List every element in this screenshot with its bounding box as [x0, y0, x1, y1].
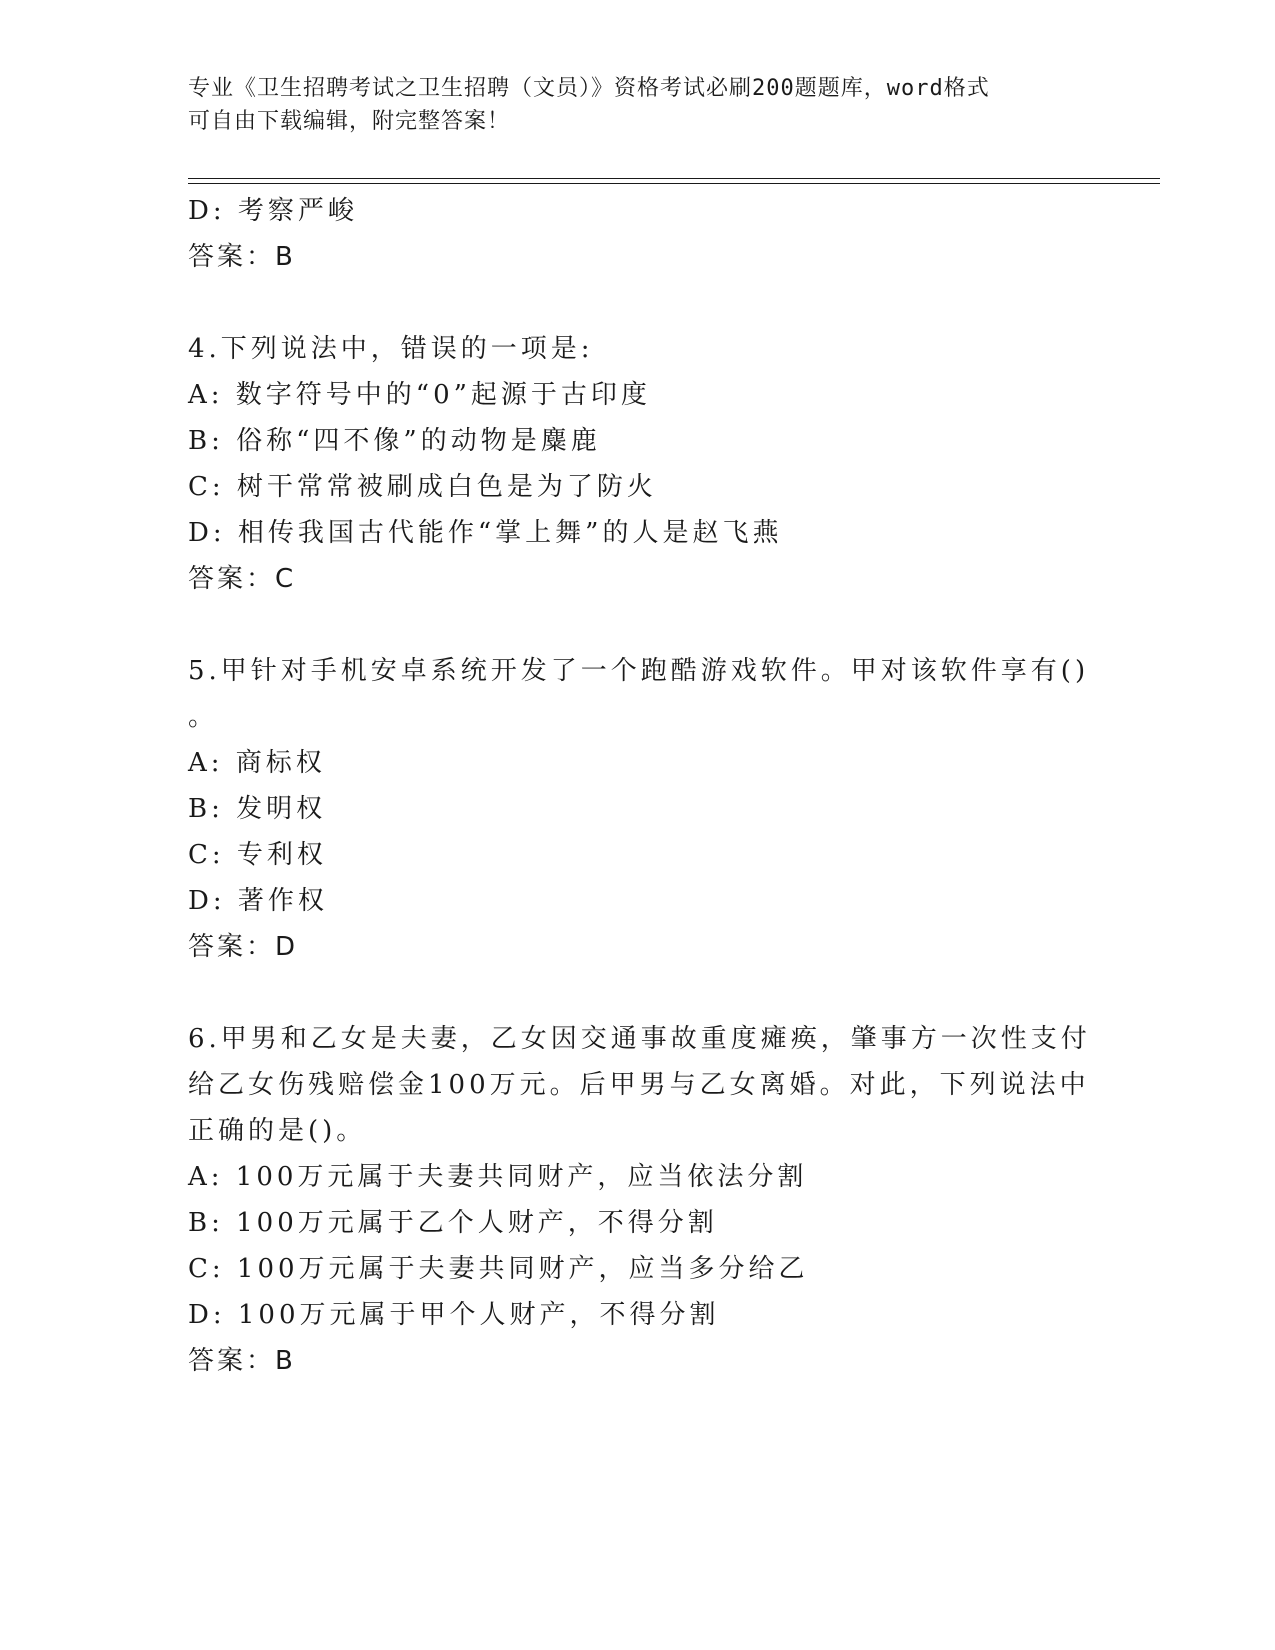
q6-question-line-2: 给乙女伤残赔偿金100万元。后甲男与乙女离婚。对此，下列说法中: [188, 1070, 1090, 1100]
q5-question-line-1: 5.甲针对手机安卓系统开发了一个跑酷游戏软件。甲对该软件享有(): [188, 656, 1090, 686]
q3-answer: 答案：B: [188, 242, 296, 272]
header-divider-bottom: [188, 183, 1160, 184]
q6-option-c: C: 100万元属于夫妻共同财产，应当多分给乙: [188, 1254, 809, 1284]
q5-option-a: A: 商标权: [188, 748, 326, 778]
q4-option-d: D: 相传我国古代能作“掌上舞”的人是赵飞燕: [188, 518, 783, 548]
spacer: [188, 602, 1088, 648]
q4-option-a: A: 数字符号中的“0”起源于古印度: [188, 380, 651, 410]
q5-answer: 答案：D: [188, 932, 299, 962]
header-line-2: 可自由下载编辑，附完整答案！: [188, 109, 511, 134]
spacer: [188, 280, 1088, 326]
header-divider-top: [188, 178, 1160, 179]
q5-option-d: D: 著作权: [188, 886, 328, 916]
q4-question: 4.下列说法中，错误的一项是:: [188, 334, 594, 364]
document-header: [188, 72, 1068, 138]
question-list: [188, 188, 1091, 1384]
q6-answer: 答案：B: [188, 1346, 296, 1376]
q4-option-c: C: 树干常常被刷成白色是为了防火: [188, 472, 657, 502]
spacer: [188, 970, 1088, 1016]
q5-option-b: B: 发明权: [188, 794, 327, 824]
q5-question-line-2: 。: [188, 702, 219, 732]
q3-option-d: D: 考察严峻: [188, 196, 358, 226]
q5-option-c: C: 专利权: [188, 840, 327, 870]
q6-option-b: B: 100万元属于乙个人财产，不得分割: [188, 1208, 718, 1238]
q6-option-a: A: 100万元属于夫妻共同财产，应当依法分割: [188, 1162, 808, 1192]
header-line-1: 专业《卫生招聘考试之卫生招聘（文员）》资格考试必刷200题题库，word格式: [188, 76, 990, 101]
q4-answer: 答案：C: [188, 564, 297, 594]
q4-option-b: B: 俗称“四不像”的动物是麋鹿: [188, 426, 601, 456]
q6-question-line-1: 6.甲男和乙女是夫妻，乙女因交通事故重度瘫痪，肇事方一次性支付: [188, 1024, 1091, 1054]
q6-question-line-3: 正确的是()。: [188, 1116, 367, 1146]
q6-option-d: D: 100万元属于甲个人财产，不得分割: [188, 1300, 720, 1330]
